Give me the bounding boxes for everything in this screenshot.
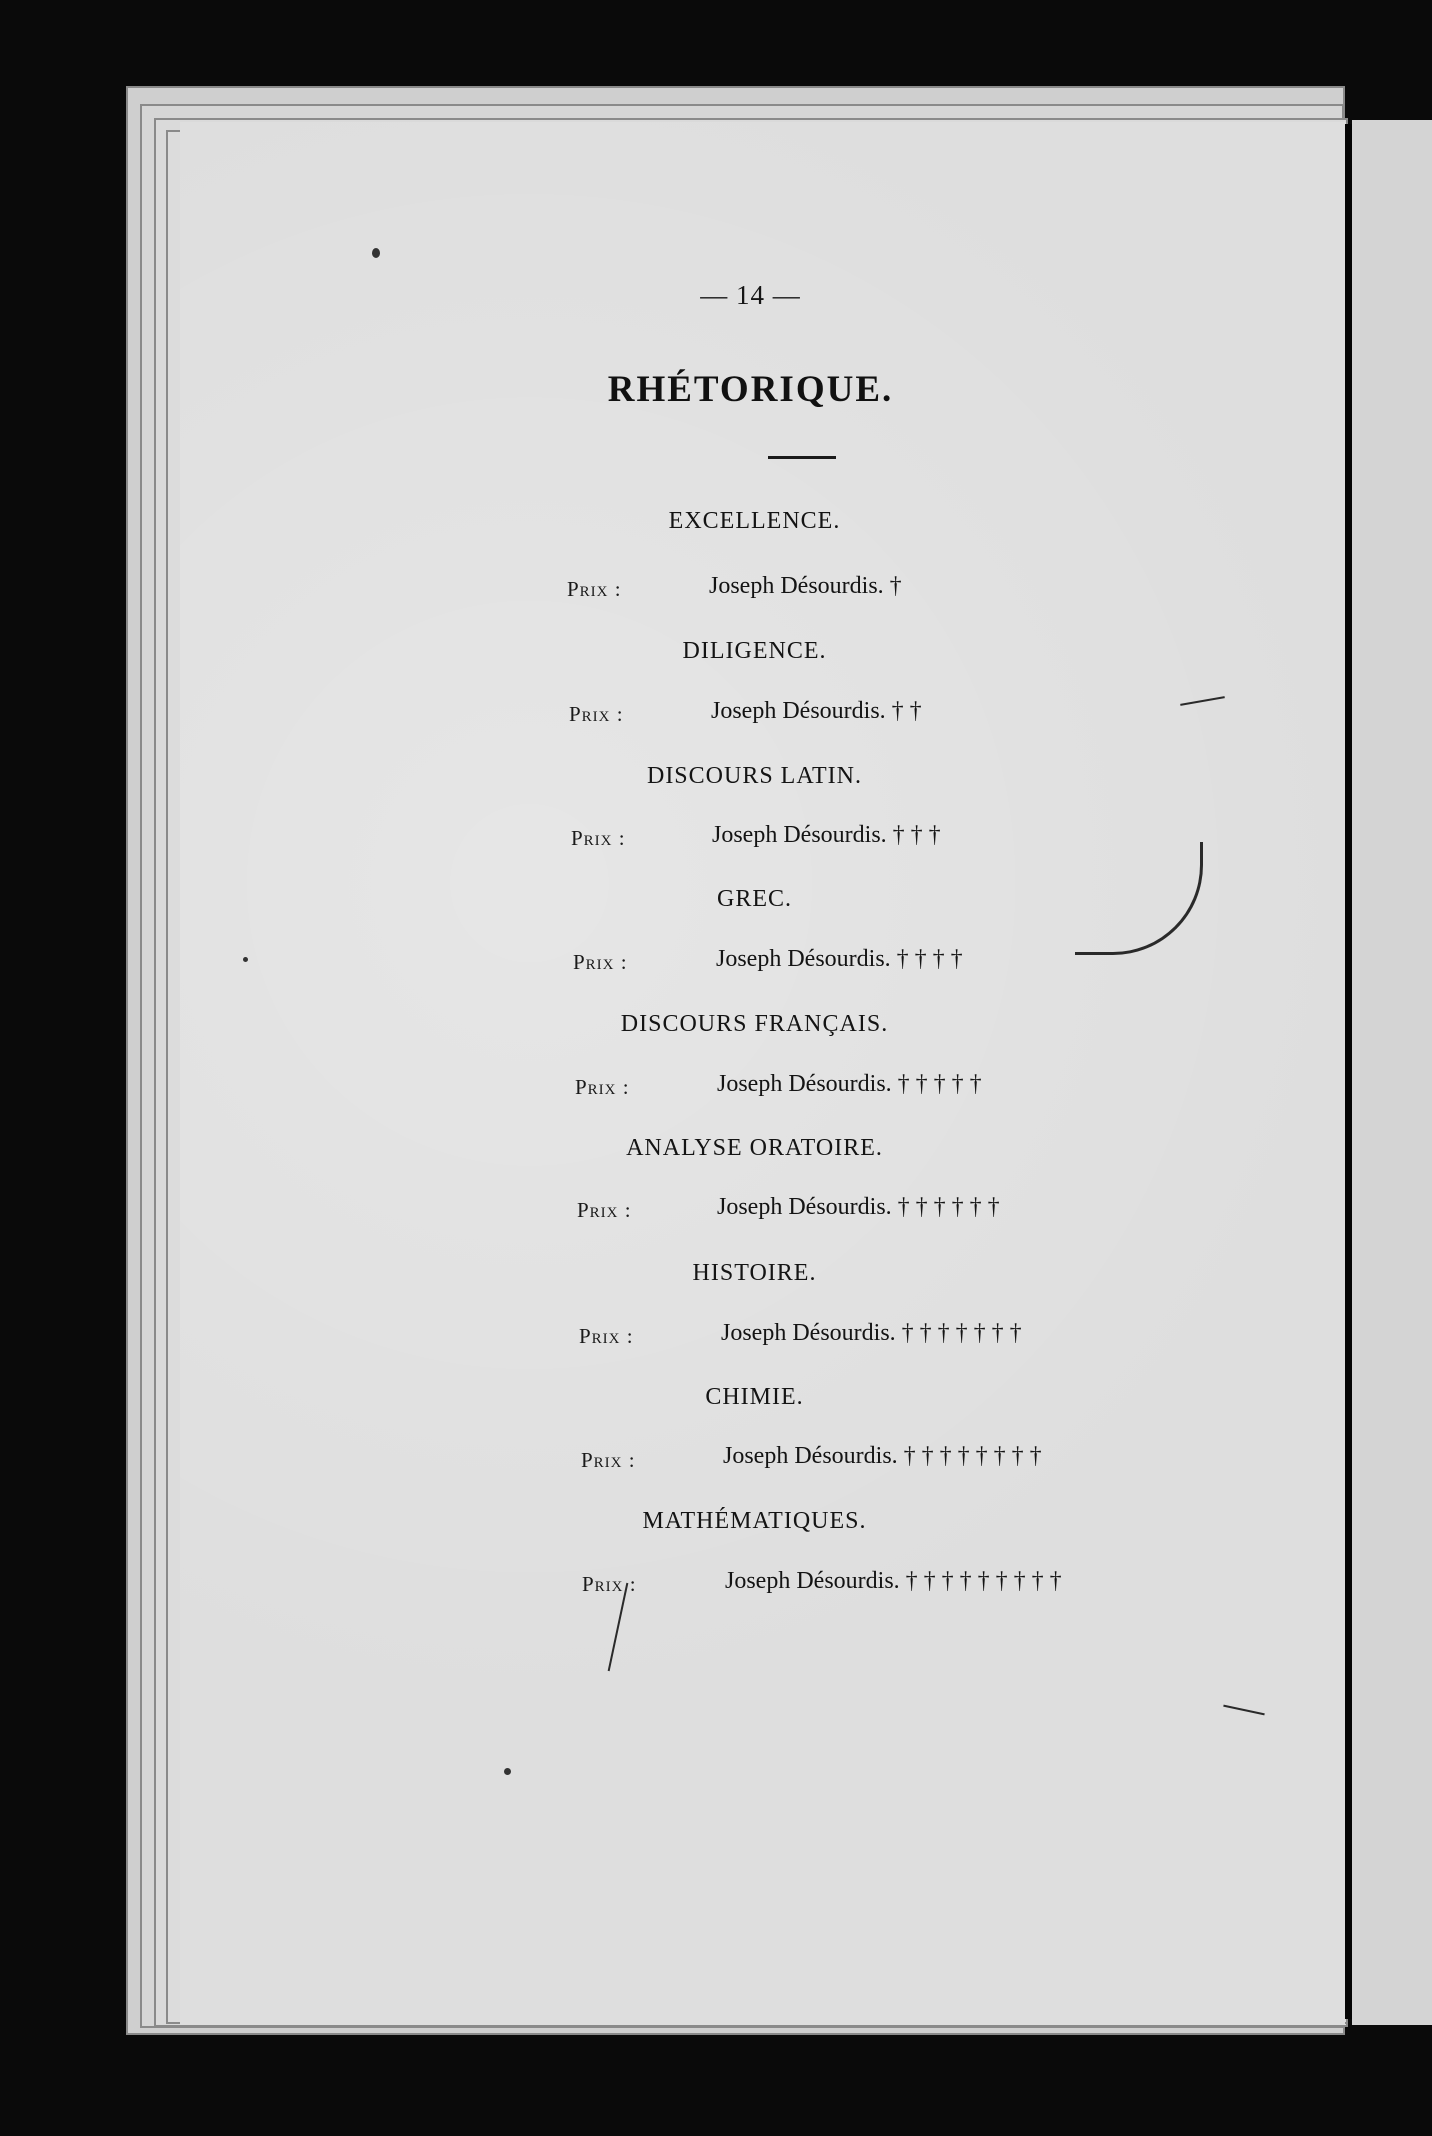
ink-speck bbox=[504, 1768, 511, 1775]
prize-winner bbox=[725, 1568, 1068, 1595]
prize-label: Prix : bbox=[571, 826, 626, 850]
section-heading: DISCOURS LATIN. bbox=[646, 763, 862, 789]
facing-page-edge bbox=[1352, 120, 1432, 2025]
section-heading: MATHÉMATIQUES. bbox=[642, 1508, 867, 1534]
dagger-marks: ††††††††† bbox=[905, 1568, 1068, 1594]
winner-name: Joseph Désourdis. bbox=[711, 698, 886, 724]
winner-name: Joseph Désourdis. bbox=[716, 946, 891, 972]
prize-winner bbox=[721, 1320, 1028, 1347]
page-number: — 14 — bbox=[700, 280, 801, 310]
dagger-marks: †† bbox=[891, 698, 928, 724]
dagger-marks: †††††† bbox=[897, 1194, 1006, 1220]
title-divider bbox=[768, 456, 836, 459]
pen-dash-mark bbox=[1223, 1705, 1264, 1716]
section-heading: GREC. bbox=[716, 886, 792, 912]
dagger-marks: ††††††† bbox=[901, 1320, 1028, 1346]
winner-name: Joseph Désourdis. bbox=[717, 1194, 892, 1220]
dagger-marks: † bbox=[889, 573, 908, 599]
prize-label: Prix : bbox=[573, 950, 628, 974]
dagger-marks: †††††††† bbox=[903, 1443, 1048, 1469]
prize-label: Prix : bbox=[581, 1448, 636, 1472]
dagger-marks: ††† bbox=[892, 822, 947, 848]
prize-winner bbox=[717, 1071, 988, 1098]
section-heading: DILIGENCE. bbox=[682, 638, 827, 664]
winner-name: Joseph Désourdis. bbox=[721, 1320, 896, 1346]
winner-name: Joseph Désourdis. bbox=[709, 573, 884, 599]
prize-winner bbox=[717, 1194, 1006, 1221]
winner-name: Joseph Désourdis. bbox=[723, 1443, 898, 1469]
document-page bbox=[180, 122, 1345, 2025]
winner-name: Joseph Désourdis. bbox=[717, 1071, 892, 1097]
prize-label: Prix : bbox=[575, 1075, 630, 1099]
prize-winner bbox=[716, 946, 969, 973]
prize-label: Prix : bbox=[567, 577, 622, 601]
section-heading: CHIMIE. bbox=[705, 1384, 804, 1410]
dagger-marks: †††† bbox=[896, 946, 969, 972]
prize-label: Prix : bbox=[569, 702, 624, 726]
prize-winner bbox=[711, 698, 928, 725]
prize-label: Prix : bbox=[577, 1198, 632, 1222]
page-title: RHÉTORIQUE. bbox=[607, 369, 894, 410]
winner-name: Joseph Désourdis. bbox=[725, 1568, 900, 1594]
prize-winner bbox=[709, 573, 908, 600]
prize-winner bbox=[712, 822, 947, 849]
ink-speck bbox=[372, 248, 380, 258]
pen-curve-mark bbox=[1075, 842, 1203, 955]
prize-label: Prix : bbox=[582, 1572, 637, 1596]
prize-winner bbox=[723, 1443, 1048, 1470]
section-heading: EXCELLENCE. bbox=[668, 508, 841, 534]
section-heading: DISCOURS FRANÇAIS. bbox=[620, 1011, 889, 1037]
dagger-marks: ††††† bbox=[897, 1071, 988, 1097]
prize-label: Prix : bbox=[579, 1324, 634, 1348]
section-heading: ANALYSE ORATOIRE. bbox=[626, 1135, 883, 1161]
pen-dash-mark bbox=[1180, 696, 1225, 706]
ink-speck bbox=[243, 957, 248, 962]
winner-name: Joseph Désourdis. bbox=[712, 822, 887, 848]
section-heading: HISTOIRE. bbox=[692, 1260, 817, 1286]
